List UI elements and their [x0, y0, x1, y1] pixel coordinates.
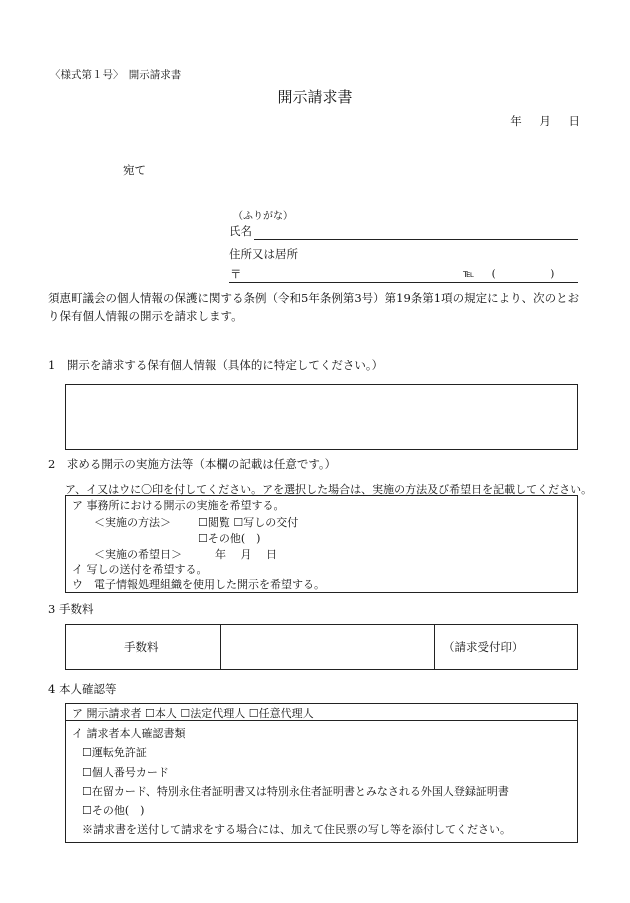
- id-box-divider: [66, 720, 577, 721]
- page-title: 開示請求書: [277, 88, 353, 106]
- name-underline[interactable]: [254, 239, 578, 240]
- date-year: 年: [510, 114, 522, 128]
- desired-date[interactable]: 年 月 日: [215, 548, 277, 561]
- mail-note: ※請求書を送付して請求をする場合には、加えて住民票の写し等を添付してください。: [82, 823, 511, 836]
- id-docs-title: イ 請求者本人確認書類: [72, 727, 186, 740]
- doc-residence-card[interactable]: ☐在留カード、特別永住者証明書又は特別永住者証明書とみなされる外国人登録証明書: [82, 785, 509, 798]
- fee-table: [65, 624, 578, 670]
- option-a[interactable]: ア 事務所における開示の実施を希望する。: [72, 499, 285, 512]
- requester-type-row[interactable]: ア 開示請求者 ☐本人 ☐法定代理人 ☐任意代理人: [72, 707, 314, 720]
- fee-divider-2: [434, 625, 435, 669]
- doc-other[interactable]: ☐その他( ): [82, 804, 145, 817]
- stamp-label: （請求受付印）: [443, 640, 524, 654]
- section3-heading: 3 手数料: [48, 602, 94, 616]
- address-underline[interactable]: [229, 282, 578, 283]
- section2-note: ア、イ又はウに〇印を付してください。アを選択した場合は、実施の方法及び希望日を記載してください。: [65, 483, 593, 496]
- date-month: 月: [539, 114, 551, 128]
- request-date: [496, 113, 580, 129]
- date-day: 日: [568, 114, 580, 128]
- name-label: 氏名: [229, 224, 252, 238]
- method-view-copy[interactable]: ☐閲覧 ☐写しの交付: [198, 516, 299, 529]
- tel-label: ℡: [463, 268, 475, 280]
- addressee: 宛て: [123, 163, 146, 177]
- tel-field: [463, 266, 576, 281]
- disclosure-method-box: [65, 495, 578, 593]
- identity-check-box: [65, 703, 578, 843]
- method-label: ＜実施の方法＞: [94, 516, 171, 529]
- fee-label: 手数料: [124, 640, 159, 654]
- furigana-label: （ふりがな）: [233, 211, 293, 222]
- date-label: ＜実施の希望日＞: [94, 548, 182, 561]
- form-number: 〈様式第１号〉 開示請求書: [50, 69, 182, 81]
- option-b[interactable]: イ 写しの送付を希望する。: [72, 563, 208, 576]
- doc-drivers-license[interactable]: ☐運転免許証: [82, 746, 147, 759]
- tel-parens: ( ): [491, 268, 577, 280]
- section4-heading: 4 本人確認等: [48, 682, 117, 696]
- method-other[interactable]: ☐その他( ): [198, 532, 261, 545]
- requested-info-box[interactable]: [65, 384, 578, 450]
- section2-heading: 2 求める開示の実施方法等（本欄の記載は任意です。）: [48, 457, 337, 471]
- fee-divider-1: [220, 625, 221, 669]
- option-c[interactable]: ウ 電子情報処理組織を使用した開示を希望する。: [72, 578, 325, 591]
- doc-my-number-card[interactable]: ☐個人番号カード: [82, 766, 169, 779]
- section1-heading: 1 開示を請求する保有個人情報（具体的に特定してください。）: [48, 358, 384, 372]
- address-label: 住所又は居所: [229, 247, 298, 261]
- postal-mark: 〒: [230, 267, 242, 281]
- intro-text: 須恵町議会の個人情報の保護に関する条例（令和5年条例第3号）第19条第1項の規定により、次のとおり保有個人情報の開示を請求します。: [48, 291, 580, 323]
